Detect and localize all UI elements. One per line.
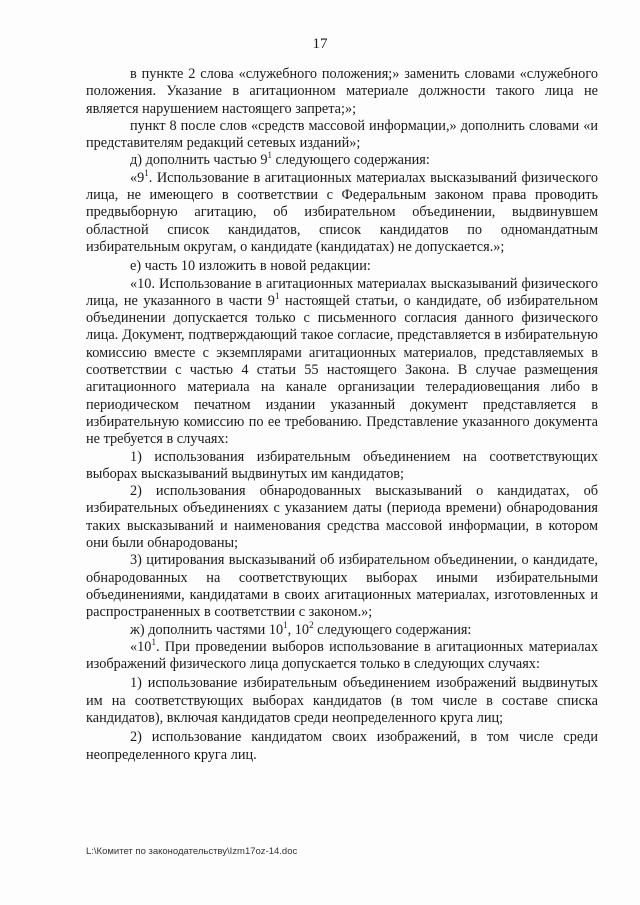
paragraph-11-text: «10 xyxy=(130,638,152,655)
document-body xyxy=(86,66,598,764)
superscript: 2 xyxy=(309,619,314,630)
paragraph-11 xyxy=(86,639,598,674)
page-number: 17 xyxy=(312,36,328,52)
paragraph-2: пункт 8 после слов «средств массовой информации,» дополнить словами «и представителям редакций сетевых изданий»; xyxy=(86,117,598,152)
paragraph-10-text: ж) дополнить частями 10 xyxy=(130,621,284,638)
paragraph-13: 2) использование кандидатом своих изображений, в том числе среди неопределенного круга лиц. xyxy=(86,729,598,763)
paragraph-6-text: «10. Использование в агитационных материалах высказываний физического лица, не указанного в части 9 xyxy=(86,275,598,309)
file-path-footer: L:\Комитет по законодательству\Izm17oz-14.doc xyxy=(86,846,298,857)
superscript: 1 xyxy=(151,637,156,648)
paragraph-8: 2) использования обнародованных высказываний о кандидатах, об избирательных объединениях с указанием даты (периода времени) обнародования таких высказываний и наименования средства массовой информации, в котором они были обнародованы; xyxy=(86,483,598,552)
paragraph-6 xyxy=(86,276,598,449)
paragraph-3 xyxy=(86,152,598,169)
paragraph-4-text: «9 xyxy=(130,169,145,186)
paragraph-10-mid: , 10 xyxy=(287,621,310,638)
paragraph-9: 3) цитирования высказываний об избирательном объединении, о кандидате, обнародованных на соответствующих выборах иными избирательными объединениями, кандидатами в своих агитационных материалах, изготовленных и распространенных в соответствии с законом.»; xyxy=(86,552,598,621)
paragraph-10 xyxy=(86,619,598,639)
superscript: 1 xyxy=(283,619,288,630)
paragraph-3-tail: следующего содержания: xyxy=(271,152,430,169)
paragraph-6-tail: настоящей статьи, о кандидате, об избирательном объединении допускается только с письменного согласия данного физического лица. Документ, подтверждающий такое согласие, представляется в избирательную комиссию вместе с экземплярами агитационных материалов, представляемых в соответствии с частью 4 статьи 55 настоящего Закона. В случае размещения агитационного материала на канале организации телерадиовещания либо в периодическом печатном издании указанный документ представляется в избирательную комиссию по ее требованию. Представление указанного документа не требуется в случаях: xyxy=(86,292,598,448)
superscript: 1 xyxy=(144,168,149,179)
paragraph-11-tail: . При проведении выборов использование в агитационных материалах изображений физического лица допускается только в следующих случаях: xyxy=(86,638,598,673)
paragraph-5: е) часть 10 изложить в новой редакции: xyxy=(130,258,371,275)
paragraph-3-text: д) дополнить частью 9 xyxy=(130,152,268,169)
paragraph-4 xyxy=(86,170,598,256)
paragraph-4-tail: . Использование в агитационных материалах высказываний физического лица, не имеющего в соответствии с Федеральным законом права проводить предвыборную агитацию, об избирательном объединении, выдвинувшем областной список кандидатов, список кандидатов по одномандатным избирательным округам, о кандидате (кандидатах) не допускается.»; xyxy=(86,169,598,255)
paragraph-1: в пункте 2 слова «служебного положения;» заменить словами «служебного положения. Указание в агитационном материале должности такого лица не является нарушением настоящего запрета;»; xyxy=(86,66,598,117)
paragraph-12: 1) использование избирательным объединением изображений выдвинутых им на соответствующих выборах кандидатов (в том числе в составе списка кандидатов), включая кандидатов среди неопределенного круга лиц; xyxy=(86,675,598,726)
superscript: 1 xyxy=(267,150,272,161)
paragraph-10-tail: следующего содержания: xyxy=(313,621,472,638)
superscript: 1 xyxy=(274,291,280,302)
paragraph-7: 1) использования избирательным объединением на соответствующих выборах высказываний выдвинутых им кандидатов; xyxy=(86,448,598,482)
